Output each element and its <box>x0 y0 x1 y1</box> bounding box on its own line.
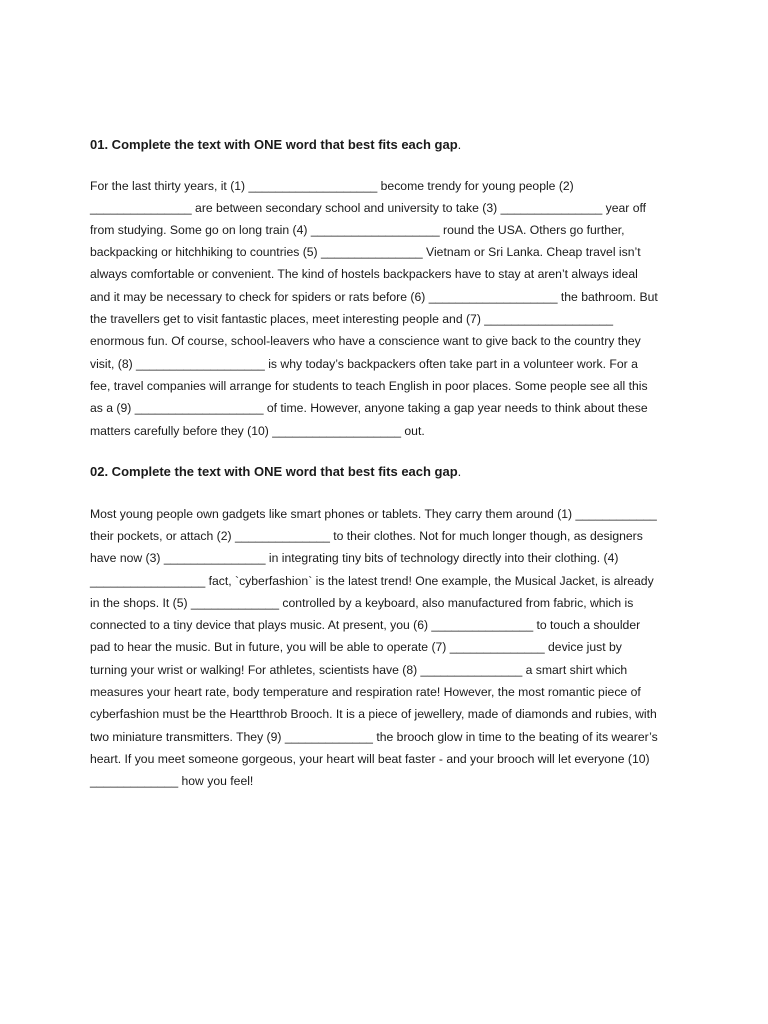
passage-line: heart. If you meet someone gorgeous, your heart will beat faster - and your brooch will let everyone (10) <box>90 752 650 766</box>
passage-line: For the last thirty years, it (1) ___________________ become trendy for young people (2) <box>90 179 574 193</box>
passage-line: and it may be necessary to check for spiders or rats before (6) ___________________ the bathroom. But <box>90 290 658 304</box>
passage-line: _______________ are between secondary school and university to take (3) _______________ year off <box>90 201 647 215</box>
exercise-1-heading-text: 01. Complete the text with ONE word that best fits each gap <box>90 137 458 152</box>
passage-line: the travellers get to visit fantastic places, meet interesting people and (7) ___________________ <box>90 312 614 326</box>
passage-line: two miniature transmitters. They (9) _____________ the brooch glow in time to the beating of its wearer’s <box>90 730 658 744</box>
passage-line: _________________ fact, `cyberfashion` is the latest trend! One example, the Musical Jacket, is already <box>90 574 654 588</box>
passage-line: turning your wrist or walking! For athletes, scientists have (8) _______________ a smart shirt which <box>90 663 628 677</box>
passage-line: always comfortable or convenient. The kind of hostels backpackers have to stay at aren’t always ideal <box>90 267 638 281</box>
passage-line: measures your heart rate, body temperature and respiration rate! However, the most romantic piece of <box>90 685 641 699</box>
passage-line: _____________ how you feel! <box>90 774 254 788</box>
exercise-2-heading-period: . <box>457 464 462 479</box>
exercise-1-heading <box>90 137 461 152</box>
passage-line: in the shops. It (5) _____________ controlled by a keyboard, also manufactured from fabric, which is <box>90 596 634 610</box>
passage-line: visit, (8) ___________________ is why today’s backpackers often take part in a volunteer work. For a <box>90 357 638 371</box>
passage-line: connected to a tiny device that plays music. At present, you (6) _______________ to touch a shoulder <box>90 618 641 632</box>
exercise-2-heading-text: 02. Complete the text with ONE word that best fits each gap <box>90 464 458 479</box>
exercise-2-heading <box>90 464 461 479</box>
passage-line: pad to hear the music. But in future, you will be able to operate (7) ______________ device just by <box>90 640 622 654</box>
passage-line: matters carefully before they (10) ___________________ out. <box>90 424 425 438</box>
passage-line: fee, travel companies will arrange for students to teach English in poor places. Some people see all this <box>90 379 648 393</box>
passage-line: from studying. Some go on long train (4) ___________________ round the USA. Others go further, <box>90 223 625 237</box>
passage-line: Most young people own gadgets like smart phones or tablets. They carry them around (1) ____________ <box>90 507 657 521</box>
exercise-1-heading-period: . <box>457 137 462 152</box>
passage-line: their pockets, or attach (2) ______________ to their clothes. Not for much longer though, as designers <box>90 529 643 543</box>
passage-line: cyberfashion must be the Heartthrob Brooch. It is a piece of jewellery, made of diamonds and rubies, with <box>90 707 657 721</box>
passage-line: backpacking or hitchhiking to countries (5) _______________ Vietnam or Sri Lanka. Cheap travel isn’t <box>90 245 641 259</box>
passage-line: have now (3) _______________ in integrating tiny bits of technology directly into their clothing. (4) <box>90 551 619 565</box>
passage-line: enormous fun. Of course, school-leavers who have a conscience want to give back to the country they <box>90 334 641 348</box>
passage-line: as a (9) ___________________ of time. However, anyone taking a gap year needs to think about these <box>90 401 648 415</box>
